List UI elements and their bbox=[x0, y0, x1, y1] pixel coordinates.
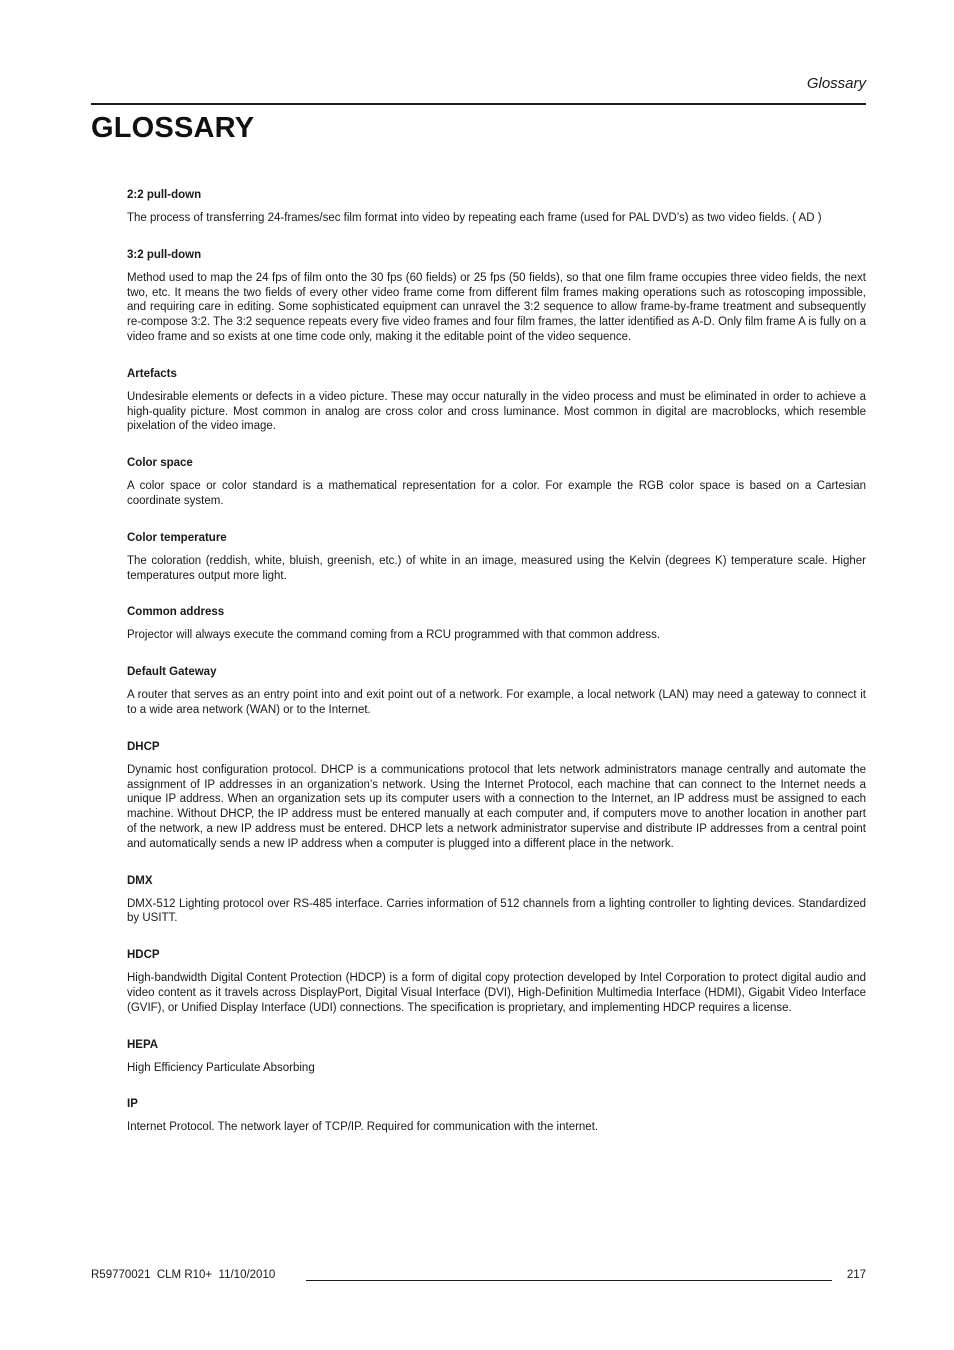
term-definition: Dynamic host configuration protocol. DHCP is a communications protocol that lets network administrators manage centrally and automate the assignment of IP addresses in an organization’s network. Using the Internet Protocol, each machine that can connect to the Internet needs a unique IP address. When an organization sets up its computer users with a connection to the Internet, an IP address must be assigned to each machine. Without DHCP, the IP address must be entered manually at each computer and, if computers move to another location in another part of the network, a new IP address must be entered. DHCP lets a network administrator supervise and distribute IP addresses from a central point and automatically sends a new IP address when a computer is plugged into a different place in the network. bbox=[127, 763, 866, 850]
term-definition: Internet Protocol. The network layer of TCP/IP. Required for communication with the internet. bbox=[127, 1121, 599, 1134]
glossary-entry-color-space bbox=[127, 455, 866, 509]
header-rule bbox=[91, 103, 866, 105]
term-title: Color temperature bbox=[127, 531, 227, 544]
term-definition: Projector will always execute the command coming from a RCU programmed with that common address. bbox=[127, 629, 661, 642]
term-definition: High Efficiency Particulate Absorbing bbox=[127, 1061, 315, 1074]
term-definition: Method used to map the 24 fps of film onto the 30 fps (60 fields) or 25 fps (50 fields), so that one film frame occupies three video fields, the next two, etc. It means the two fields of every other video frame come from different film frames making operations such as rotoscoping impossible, and requiring care in editing. Some sophisticated equipment can unravel the 3:2 sequence to allow frame-by-frame treatment and subsequently re-compose 3:2. The 3:2 sequence repeats every five video frames and four film frames, the latter identified as A-D. Only film frame A is fully on a video frame and so exists at one time code only, making it the editable point of the video sequence. bbox=[127, 271, 866, 343]
glossary-entries bbox=[127, 187, 866, 1156]
running-header: Glossary bbox=[806, 75, 866, 92]
page-title: GLOSSARY bbox=[91, 112, 255, 144]
term-definition: High-bandwidth Digital Content Protection (HDCP) is a form of digital copy protection developed by Intel Corporation to protect digital audio and video content as it travels across DisplayPort, Digital Visual Interface (DVI), High-Definition Multimedia Interface (HDMI), Gigabit Video Interface (GVIF), or Unified Display Interface (UDI) connections. The specification is proprietary, and implementing HDCP requires a license. bbox=[127, 972, 866, 1014]
term-title: Common address bbox=[127, 606, 225, 619]
term-title: DMX bbox=[127, 874, 153, 887]
footer-rule bbox=[306, 1280, 832, 1281]
glossary-entry-3-2-pull-down bbox=[127, 247, 866, 345]
term-definition: A color space or color standard is a mathematical representation for a color. For example the RGB color space is based on a Cartesian coordinate system. bbox=[127, 480, 866, 507]
term-definition: The coloration (reddish, white, bluish, greenish, etc.) of white in an image, measured using the Kelvin (degrees K) temperature scale. Higher temperatures output more light. bbox=[127, 554, 866, 582]
term-title: DHCP bbox=[127, 740, 160, 753]
term-definition: Undesirable elements or defects in a video picture. These may occur naturally in the video process and must be eliminated in order to achieve a high-quality picture. Most common in analog are cross color and cross luminance. Most common in digital are macroblocks, which resemble pixelation of the video image. bbox=[127, 390, 866, 433]
glossary-entry-hepa bbox=[127, 1037, 866, 1076]
glossary-entry-dhcp bbox=[127, 739, 866, 852]
glossary-entry-dmx bbox=[127, 873, 866, 927]
term-title: HEPA bbox=[127, 1038, 159, 1051]
term-title: IP bbox=[127, 1098, 138, 1111]
glossary-entry-default-gateway bbox=[127, 664, 866, 718]
glossary-entry-2-2-pull-down bbox=[127, 187, 866, 226]
term-title: 3:2 pull-down bbox=[127, 248, 202, 261]
glossary-entry-common-address bbox=[127, 604, 866, 643]
term-definition: A router that serves as an entry point into and exit point out of a network. For example, a local network (LAN) may need a gateway to connect it to a wide area network (WAN) or to the Internet. bbox=[127, 689, 866, 716]
term-title: HDCP bbox=[127, 949, 160, 962]
term-definition: DMX-512 Lighting protocol over RS-485 interface. Carries information of 512 channels from a lighting controller to lighting devices. Standardized by USITT. bbox=[127, 897, 866, 925]
glossary-entry-hdcp bbox=[127, 947, 866, 1015]
footer-document-code: R59770021 CLM R10+ 11/10/2010 bbox=[91, 1269, 276, 1281]
term-title: Artefacts bbox=[127, 367, 177, 380]
term-title: Default Gateway bbox=[127, 666, 217, 679]
glossary-entry-color-temperature bbox=[127, 530, 866, 584]
footer-page-number: 217 bbox=[846, 1269, 866, 1281]
term-title: 2:2 pull-down bbox=[127, 189, 202, 201]
glossary-entry-ip bbox=[127, 1096, 866, 1135]
term-definition: The process of transferring 24-frames/sec film format into video by repeating each frame (used for PAL DVD’s) as two video fields. ( AD ) bbox=[127, 212, 822, 224]
term-title: Color space bbox=[127, 457, 193, 470]
glossary-entry-artefacts bbox=[127, 366, 866, 434]
